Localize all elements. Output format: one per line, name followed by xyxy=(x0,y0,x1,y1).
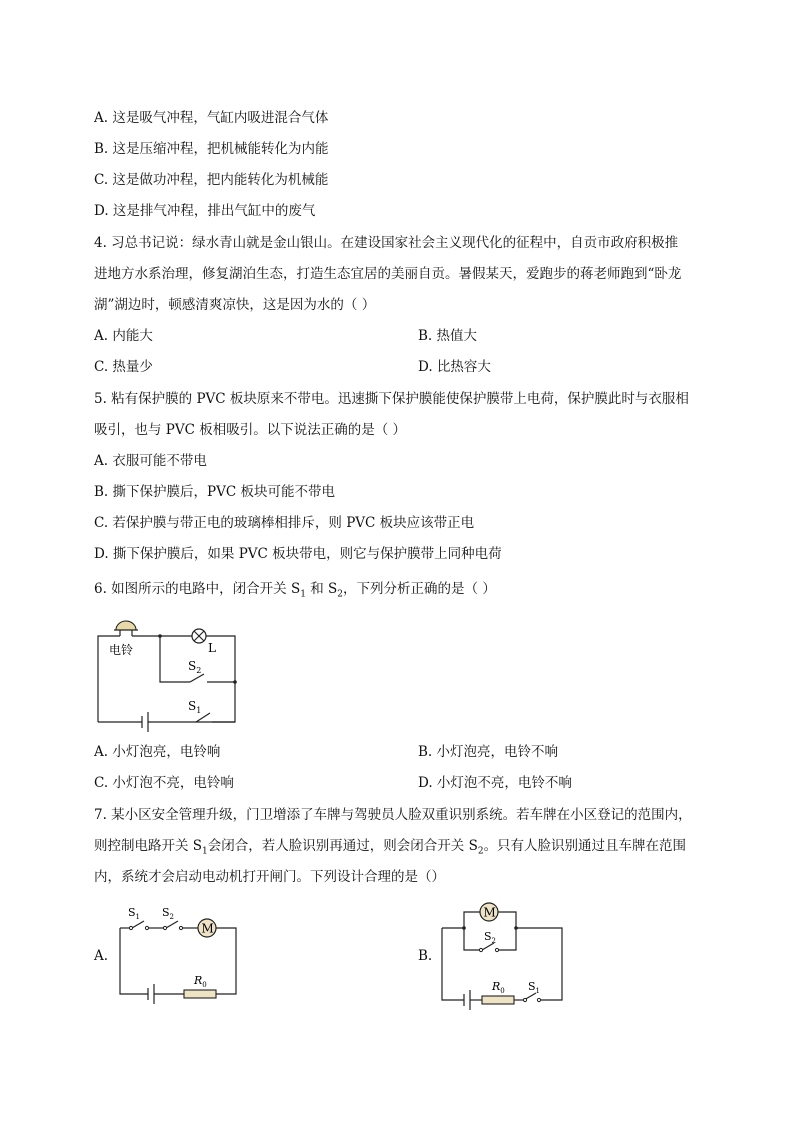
lamp-icon xyxy=(192,629,206,643)
q6-bell-label: 电铃 xyxy=(109,643,134,657)
q7-s2-subscript: 2 xyxy=(477,846,484,857)
q7-stem-line-3: 内，系统才会启动电动机打开闸门。下列设计合理的是（） xyxy=(94,869,445,885)
q7b-s2-label: $S_2$ xyxy=(484,930,497,945)
q7-stem-text-3: 。只有人脸识别通过且车牌在范围 xyxy=(483,838,687,854)
q7a-s2-label: $S_2$ xyxy=(162,906,175,921)
q7-option-b-label: B. xyxy=(418,948,433,964)
q7-option-a-label: A. xyxy=(94,948,109,964)
q6-s1-subscript: 1 xyxy=(300,589,306,600)
q6-lamp-label: L xyxy=(208,641,216,655)
q7-stem-text-1: 则控制电路开关 S xyxy=(94,838,203,854)
q7a-r0-label: $R_0$ xyxy=(194,974,207,989)
q4-option-d: D. 比热容大 xyxy=(418,359,491,375)
q6-circuit-diagram xyxy=(90,612,250,732)
q4-stem-line-3: 湖”湖边时，顿感清爽凉快，这是因为水的（ ） xyxy=(94,297,376,313)
bell-icon xyxy=(116,621,136,630)
q5-stem-line-1: 5. 粘有保护膜的 PVC 板块原来不带电。迅速撕下保护膜能使保护膜带上电荷，保护膜此时与衣服相 xyxy=(94,391,689,407)
q7-circuit-a xyxy=(112,904,244,1004)
q7-stem-line-1: 7. 某小区安全管理升级，门卫增添了车牌与驾驶员人脸双重识别系统。若车牌在小区登记的范围内， xyxy=(94,807,692,823)
q3-option-a: A. 这是吸气冲程，气缸内吸进混合气体 xyxy=(94,110,329,126)
q4-stem-line-1: 4. 习总书记说：绿水青山就是金山银山。在建设国家社会主义现代化的征程中，自贡市政府积极推 xyxy=(94,235,679,251)
resistor-icon xyxy=(482,996,514,1004)
q7a-s1-label: $S_1$ xyxy=(128,906,141,921)
motor-icon xyxy=(198,919,216,937)
q7-stem-text-2: 会闭合，若人脸识别再通过，则会闭合开关 S xyxy=(207,838,478,854)
svg-text:M: M xyxy=(201,921,214,936)
q3-option-b: B. 这是压缩冲程，把机械能转化为内能 xyxy=(94,141,329,157)
q7-s1-subscript: 1 xyxy=(202,846,208,857)
q6-option-a: A. 小灯泡亮，电铃响 xyxy=(94,744,221,760)
q5-option-c: C. 若保护膜与带正电的玻璃棒相排斥，则 PVC 板块应该带正电 xyxy=(94,515,475,531)
q6-stem-text-2: 和 S xyxy=(305,581,338,597)
q4-option-b: B. 热值大 xyxy=(418,328,478,344)
q6-s2-label: $S_2$ xyxy=(188,659,202,675)
motor-icon xyxy=(480,903,498,921)
q4-stem-line-2: 进地方水系治理，修复湖泊生态，打造生态宜居的美丽自贡。暑假某天，爱跑步的蒋老师跑到“卧龙 xyxy=(94,266,682,282)
q5-option-b: B. 撕下保护膜后，PVC 板块可能不带电 xyxy=(94,484,335,500)
q6-option-b: B. 小灯泡亮，电铃不响 xyxy=(418,744,559,760)
q6-stem-text-3: ，下列分析正确的是（ ） xyxy=(343,581,496,597)
q6-option-d: D. 小灯泡不亮，电铃不响 xyxy=(418,775,572,791)
q7b-s1-label: $S_1$ xyxy=(528,980,541,995)
resistor-icon xyxy=(184,990,216,998)
q6-stem xyxy=(94,583,496,600)
q3-option-d: D. 这是排气冲程，排出气缸中的废气 xyxy=(94,203,316,219)
q5-option-a: A. 衣服可能不带电 xyxy=(94,453,207,469)
q7b-r0-label: $R_0$ xyxy=(492,980,505,995)
q7-circuit-b xyxy=(436,898,570,1004)
q6-option-c: C. 小灯泡不亮，电铃响 xyxy=(94,775,234,791)
q3-option-c: C. 这是做功冲程，把内能转化为机械能 xyxy=(94,172,329,188)
q6-s1-label: $S_1$ xyxy=(188,699,202,715)
q5-stem-line-2: 吸引，也与 PVC 板相吸引。以下说法正确的是（ ） xyxy=(94,422,407,438)
q6-stem-text-1: 6. 如图所示的电路中，闭合开关 S xyxy=(94,581,301,597)
q6-s2-subscript: 2 xyxy=(337,589,344,600)
svg-text:M: M xyxy=(483,905,496,920)
q5-option-d: D. 撕下保护膜后，如果 PVC 板块带电，则它与保护膜带上同种电荷 xyxy=(94,546,502,562)
q4-option-a: A. 内能大 xyxy=(94,328,153,344)
q7-stem-line-2 xyxy=(94,840,686,857)
q4-option-c: C. 热量少 xyxy=(94,359,153,375)
